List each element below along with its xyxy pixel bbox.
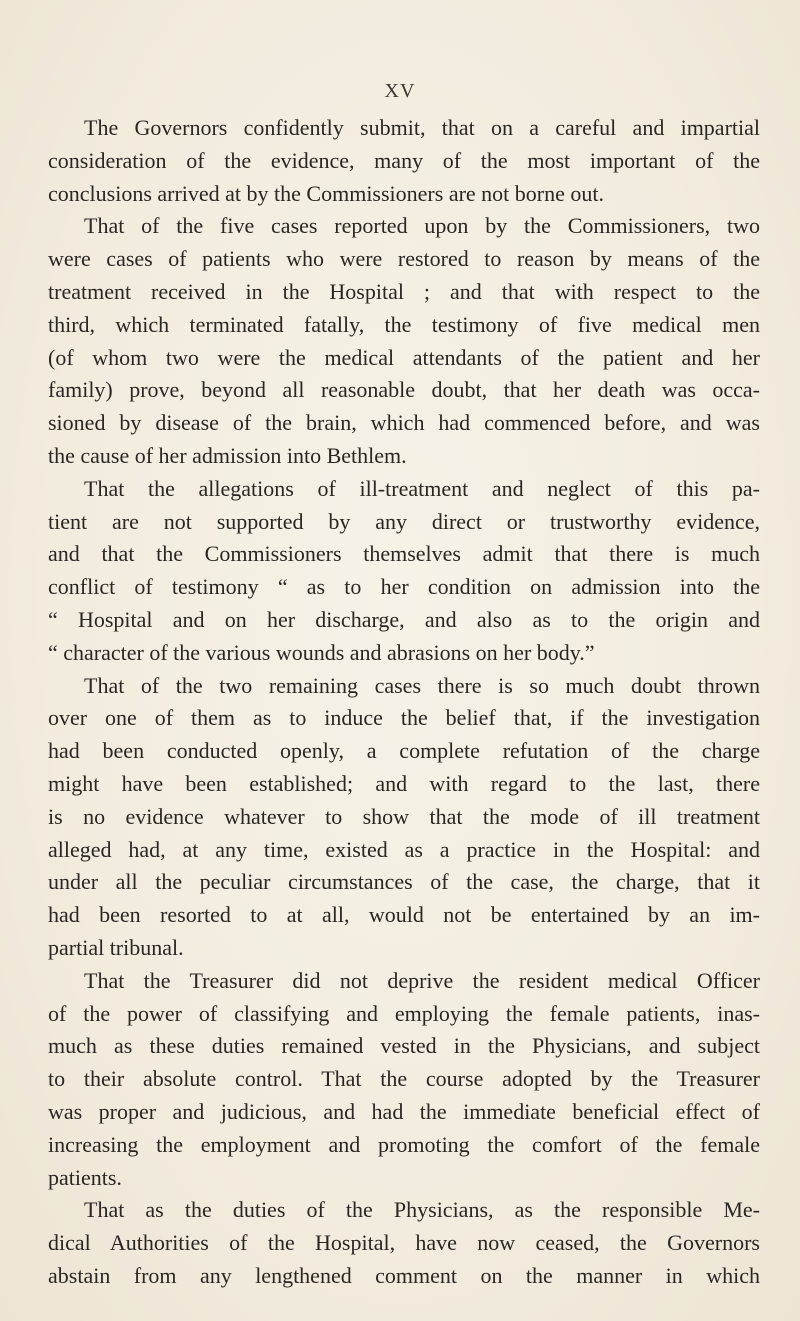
text-line: That of the two remaining cases there is so much doubt thrown [84, 672, 760, 698]
text-line: had been conducted openly, a complete refutation of the charge [48, 738, 760, 764]
text-line: patients. [48, 1164, 122, 1190]
text-line: of the power of classifying and employing the female patients, inas- [48, 1000, 760, 1026]
text-line: That as the duties of the Physicians, as the responsible Me- [84, 1197, 760, 1223]
text-line: That the Treasurer did not deprive the resident medical Officer [84, 967, 760, 993]
text-line: partial tribunal. [48, 934, 184, 960]
text-line: The Governors confidently submit, that on a careful and impartial [84, 115, 760, 140]
page-number: XV [384, 80, 416, 102]
text-line: over one of them as to induce the belief that, if the investigation [48, 705, 760, 731]
text-line: conflict of testimony “ as to her condition on admission into the [48, 574, 760, 600]
text-line: under all the peculiar circumstances of the case, the charge, that it [48, 869, 760, 895]
text-line: to their absolute control. That the course adopted by the Treasurer [48, 1066, 760, 1092]
text-line: That of the five cases reported upon by the Commissioners, two [84, 213, 760, 239]
text-line: were cases of patients who were restored to reason by means of the [48, 246, 760, 272]
text-line: might have been established; and with regard to the last, there [48, 770, 760, 796]
text-line: had been resorted to at all, would not be entertained by an im- [48, 902, 760, 928]
text-line: tient are not supported by any direct or trustworthy evidence, [48, 508, 760, 534]
text-line: is no evidence whatever to show that the mode of ill treatment [48, 803, 760, 829]
text-line: family) prove, beyond all reasonable doubt, that her death was occa- [48, 377, 760, 403]
text-line: abstain from any lengthened comment on the manner in which [48, 1262, 760, 1288]
text-line: increasing the employment and promoting the comfort of the female [48, 1131, 760, 1157]
text-line: third, which terminated fatally, the testimony of five medical men [48, 311, 760, 337]
text-line: treatment received in the Hospital ; and that with respect to the [48, 278, 760, 304]
text-line: much as these duties remained vested in the Physicians, and subject [48, 1033, 760, 1059]
text-line: (of whom two were the medical attendants of the patient and her [48, 344, 760, 370]
text-line: alleged had, at any time, existed as a practice in the Hospital: and [48, 836, 760, 862]
text-line: was proper and judicious, and had the immediate beneficial effect of [48, 1098, 760, 1124]
body-text [48, 112, 760, 1293]
text-line: dical Authorities of the Hospital, have now ceased, the Governors [48, 1230, 760, 1256]
text-line: “ character of the various wounds and abrasions on her body.” [48, 639, 595, 665]
text-line: and that the Commissioners themselves admit that there is much [48, 541, 760, 567]
text-line: the cause of her admission into Bethlem. [48, 442, 407, 468]
text-line: sioned by disease of the brain, which had commenced before, and was [48, 410, 760, 436]
text-line: conclusions arrived at by the Commissioners are not borne out. [48, 180, 604, 206]
text-line: That the allegations of ill-treatment and neglect of this pa- [84, 475, 760, 501]
text-line: “ Hospital and on her discharge, and also as to the origin and [48, 606, 760, 632]
text-line: consideration of the evidence, many of the most important of the [48, 147, 760, 173]
